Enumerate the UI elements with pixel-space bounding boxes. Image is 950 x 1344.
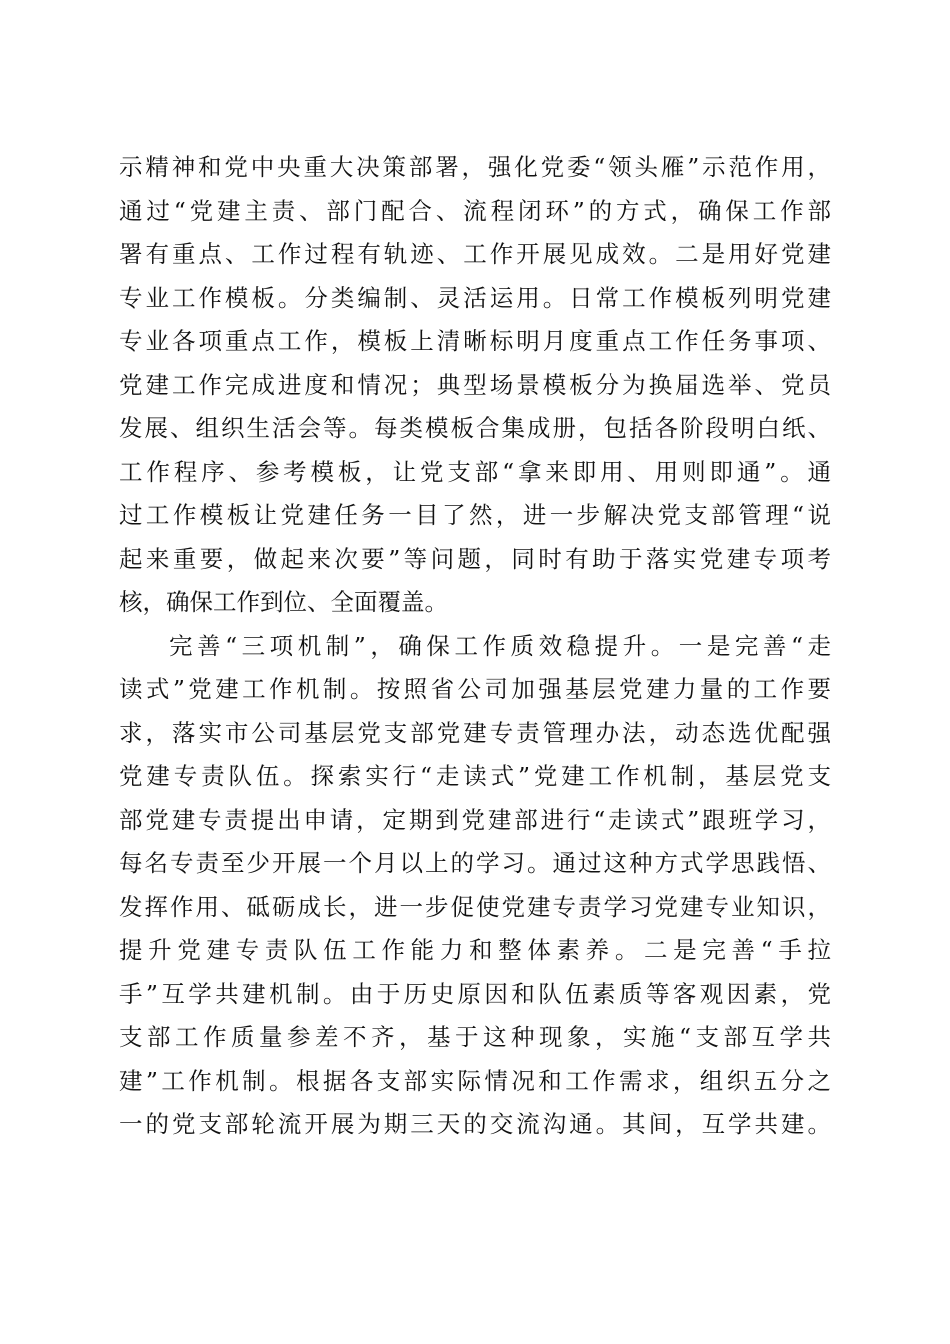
- text-line-20: 手”互学共建机制。由于历史原因和队伍素质等客观因素，党: [119, 980, 831, 1008]
- paragraph-first-line: 完善“三项机制”，确保工作质效稳提升。一是完善“走: [169, 632, 831, 660]
- text-line-8: 工作程序、参考模板，让党支部“拿来即用、用则即通”。通: [119, 458, 831, 486]
- text-line-17: 每名专责至少开展一个月以上的学习。通过这种方式学思践悟、: [119, 849, 831, 877]
- text-line-1: 示精神和党中央重大决策部署，强化党委“领头雁”示范作用，: [119, 153, 831, 181]
- text-line-14: 求，落实市公司基层党支部党建专责管理办法，动态选优配强: [119, 719, 831, 747]
- text-line-6: 党建工作完成进度和情况；典型场景模板分为换届选举、党员: [119, 371, 831, 399]
- text-line-23: 一的党支部轮流开展为期三天的交流沟通。其间，互学共建。: [119, 1110, 831, 1138]
- text-line-4: 专业工作模板。分类编制、灵活运用。日常工作模板列明党建: [119, 284, 831, 312]
- text-line-13: 读式”党建工作机制。按照省公司加强基层党建力量的工作要: [119, 675, 831, 703]
- text-line-18: 发挥作用、砥砺成长，进一步促使党建专责学习党建专业知识，: [119, 893, 831, 921]
- text-line-15: 党建专责队伍。探索实行“走读式”党建工作机制，基层党支: [119, 762, 831, 790]
- text-line-9: 过工作模板让党建任务一目了然，进一步解决党支部管理“说: [119, 501, 831, 529]
- text-line-5: 专业各项重点工作，模板上清晰标明月度重点工作任务事项、: [119, 327, 831, 355]
- text-line-2: 通过“党建主责、部门配合、流程闭环”的方式，确保工作部: [119, 197, 831, 225]
- text-line-10: 起来重要，做起来次要”等问题，同时有助于落实党建专项考: [119, 545, 831, 573]
- text-line-22: 建”工作机制。根据各支部实际情况和工作需求，组织五分之: [119, 1067, 831, 1095]
- text-line-19: 提升党建专责队伍工作能力和整体素养。二是完善“手拉: [119, 936, 831, 964]
- text-line-21: 支部工作质量参差不齐，基于这种现象，实施“支部互学共: [119, 1023, 831, 1051]
- text-line-16: 部党建专责提出申请，定期到党建部进行“走读式”跟班学习，: [119, 806, 831, 834]
- text-line-3: 署有重点、工作过程有轨迹、工作开展见成效。二是用好党建: [119, 240, 831, 268]
- text-line-11: 核，确保工作到位、全面覆盖。: [119, 588, 448, 616]
- text-line-7: 发展、组织生活会等。每类模板合集成册，包括各阶段明白纸、: [119, 414, 831, 442]
